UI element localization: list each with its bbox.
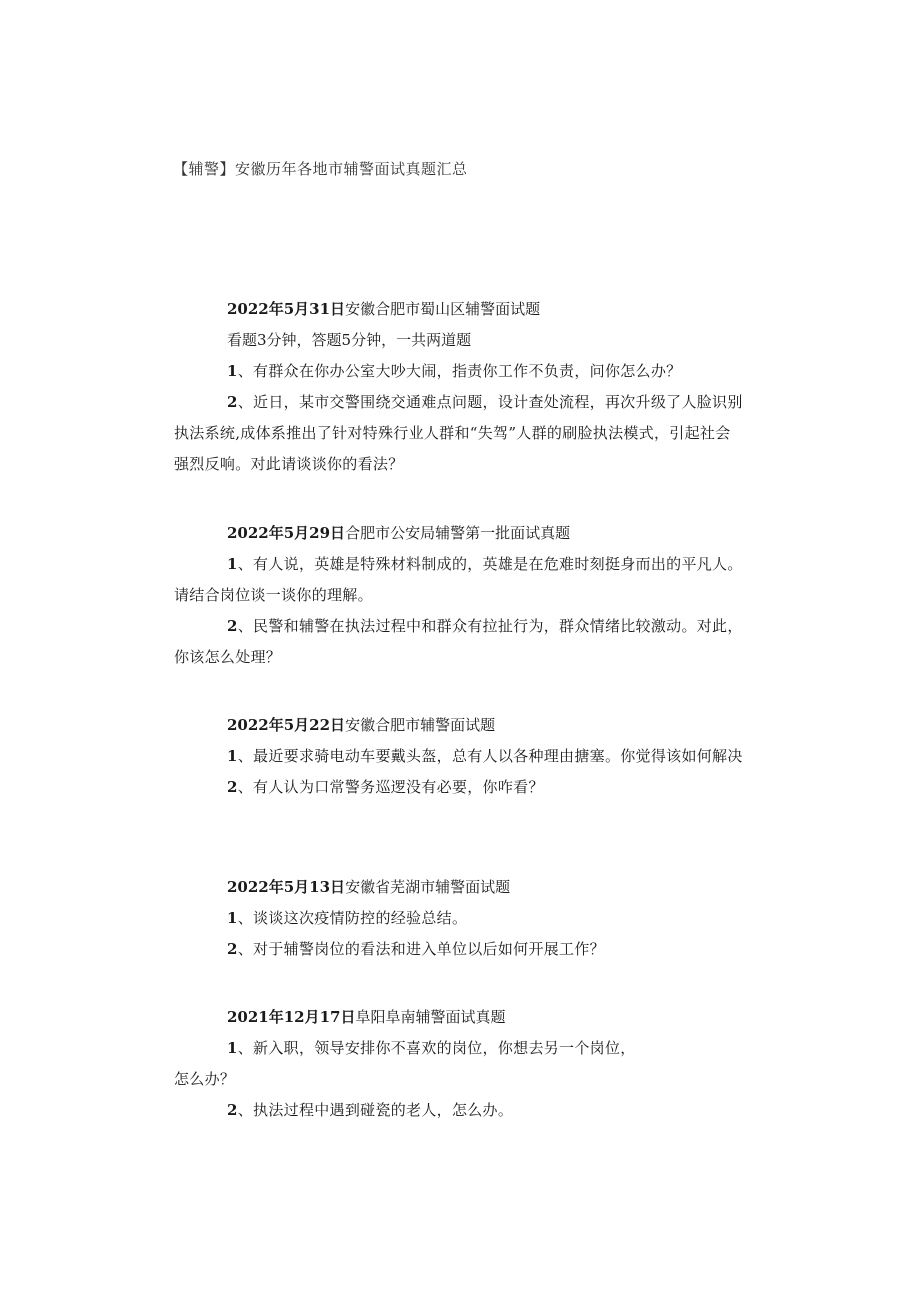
heading-text: 阜阳阜南辅警面试真题 [355,1008,506,1026]
section-heading [174,710,744,741]
heading-date: 2022年5月29日 [227,524,346,542]
heading-text: 安徽合肥市蜀山区辅警面试题 [345,300,541,318]
question-number: 1 [227,1039,238,1057]
question-text: 、民警和辅警在执法过程中和群众有拉扯行为，群众情绪比较激动。对此，你该怎么处理？ [174,617,743,666]
heading-date: 2022年5月31日 [227,300,346,318]
question-text: 、新入职，领导安排你不喜欢的岗位，你想去另一个岗位， [237,1039,636,1057]
question-text: 、有人说，英雄是特殊材料制成的，英雄是在危难时刻挺身而出的平凡人。请结合岗位谈一谈你的理解。 [174,555,743,604]
question-text: 、最近要求骑电动车要戴头盔，总有人以各种理由搪塞。你觉得该如何解决 [237,747,743,765]
document-title: 【辅警】安徽历年各地市辅警面试真题汇总 [173,160,468,178]
question-text: 、谈谈这次疫情防控的经验总结。 [237,909,468,927]
question-item [174,1033,744,1064]
question-number: 2 [227,778,238,796]
question-number: 1 [227,909,238,927]
question-text: 、执法过程中遇到碰瓷的老人，怎么办。 [237,1101,514,1119]
question-text: 怎么办？ [174,1070,236,1088]
question-item [174,549,744,611]
section-heading [174,1002,744,1033]
section-2022-05-29 [174,518,744,673]
question-item [174,1095,744,1126]
question-number: 1 [227,555,238,573]
section-2022-05-13 [174,872,744,965]
question-text: 、对于辅警岗位的看法和进入单位以后如何开展工作？ [237,940,605,958]
question-number: 2 [227,617,238,635]
question-item [174,772,744,803]
question-item [174,934,744,965]
question-number: 1 [227,362,238,380]
heading-text: 安徽省芜湖市辅警面试题 [345,878,511,896]
section-2021-12-17 [174,1002,744,1126]
question-item [174,356,744,387]
question-item [174,741,744,772]
question-item [174,611,744,673]
section-heading [174,294,744,325]
heading-text: 合肥市公安局辅警第一批面试真题 [345,524,571,542]
section-heading [174,518,744,549]
question-item [174,903,744,934]
section-2022-05-22 [174,710,744,803]
heading-date: 2022年5月13日 [227,878,346,896]
question-text: 、近日，某市交警围绕交通难点问题，设计查处流程，再次升级了人脸识别执法系统,成体系推出了针对特殊行业人群和“失驾”人群的刷脸执法模式，引起社会强烈反响。对此请谈谈你的看法？ [174,393,743,473]
heading-text: 安徽合肥市辅警面试题 [345,716,496,734]
section-2022-05-31 [174,294,744,480]
section-heading [174,872,744,903]
heading-date: 2022年5月22日 [227,716,346,734]
question-number: 1 [227,747,238,765]
question-number: 2 [227,1101,238,1119]
question-item [174,387,744,480]
question-continuation [174,1064,744,1095]
question-number: 2 [227,940,238,958]
section-note: 看题3分钟，答题5分钟，一共两道题 [227,331,472,349]
question-text: 、有人认为口常警务巡逻没有必要，你咋看？ [237,778,544,796]
question-number: 2 [227,393,238,411]
question-text: 、有群众在你办公室大吵大闹，指责你工作不负责，问你怎么办？ [237,362,682,380]
heading-date: 2021年12月17日 [227,1008,356,1026]
